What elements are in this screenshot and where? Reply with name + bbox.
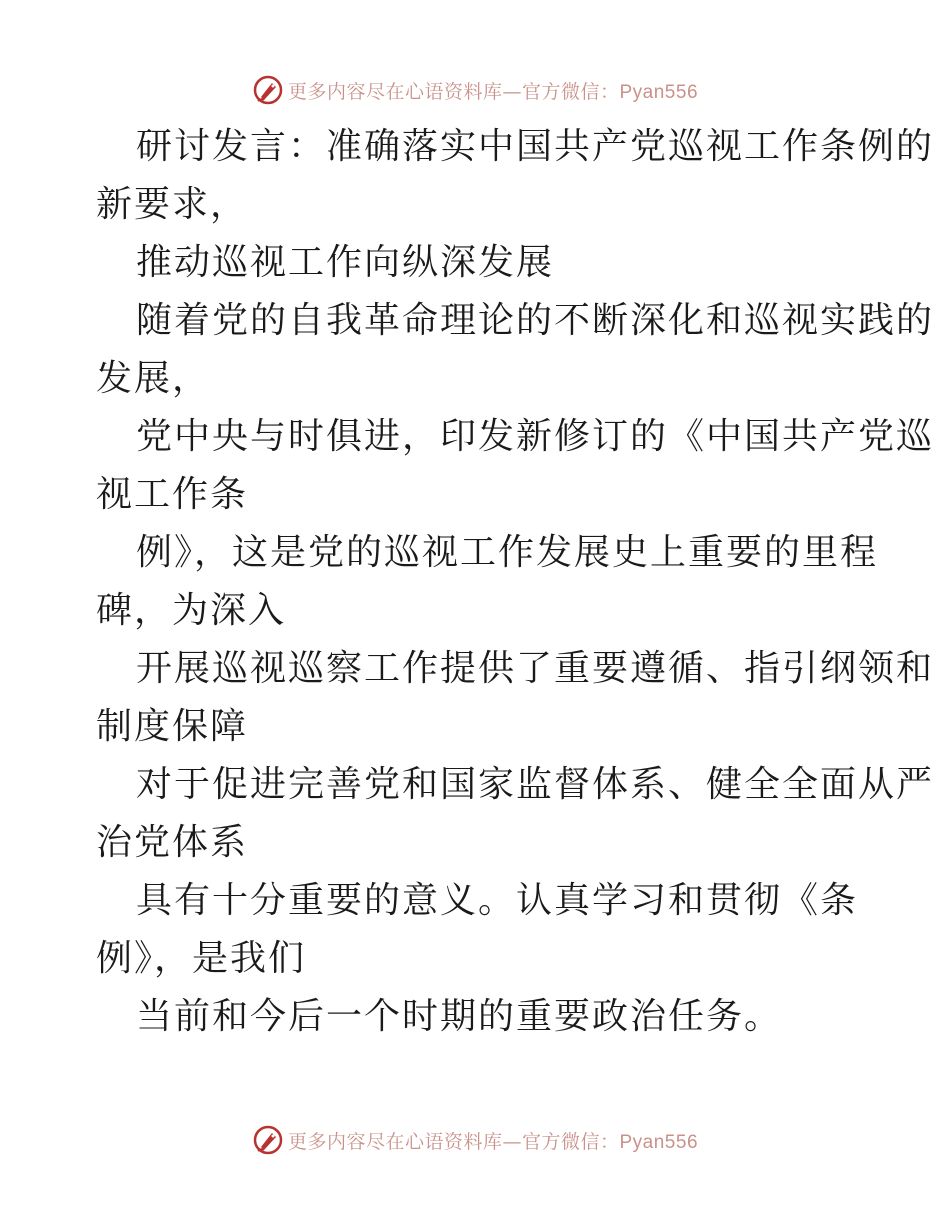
- text-line: 党中央与时俱进，印发新修订的《中国共产党巡: [136, 416, 935, 457]
- pen-nib-logo-icon: [252, 74, 284, 106]
- header-banner-label: 更多内容尽在心语资料库—官方微信：: [287, 80, 620, 103]
- text-line: 例》，这是党的巡视工作发展史上重要的里程: [136, 532, 879, 573]
- text-line: 新要求，: [96, 184, 249, 225]
- text-line: 研讨发言：准确落实中国共产党巡视工作条例的: [136, 126, 935, 167]
- text-line: 开展巡视巡察工作提供了重要遵循、指引纲领和: [136, 648, 935, 689]
- text-line: 随着党的自我革命理论的不断深化和巡视实践的: [136, 300, 935, 341]
- text-line: 制度保障: [96, 706, 249, 747]
- footer-banner-label: 更多内容尽在心语资料库—官方微信：: [287, 1130, 620, 1153]
- pen-nib-logo-icon: [252, 1124, 284, 1156]
- text-line: 碑，为深入: [96, 590, 287, 631]
- text-line: 推动巡视工作向纵深发展: [136, 242, 555, 283]
- text-line: 具有十分重要的意义。认真学习和贯彻《条: [136, 880, 859, 921]
- footer-banner-handle: Pyan556: [619, 1131, 699, 1153]
- text-line: 例》，是我们: [96, 938, 307, 979]
- footer-banner-text: [288, 1127, 698, 1154]
- document-body: [96, 118, 935, 1046]
- text-line: 发展，: [96, 358, 211, 399]
- header-banner: [0, 70, 950, 110]
- header-banner-text: [288, 77, 698, 104]
- footer-banner: [0, 1120, 950, 1160]
- text-line: 治党体系: [96, 822, 249, 863]
- text-line: 当前和今后一个时期的重要政治任务。: [136, 996, 783, 1037]
- text-line: 视工作条: [96, 474, 249, 515]
- text-line: 对于促进完善党和国家监督体系、健全全面从严: [136, 764, 935, 805]
- header-banner-handle: Pyan556: [619, 81, 699, 103]
